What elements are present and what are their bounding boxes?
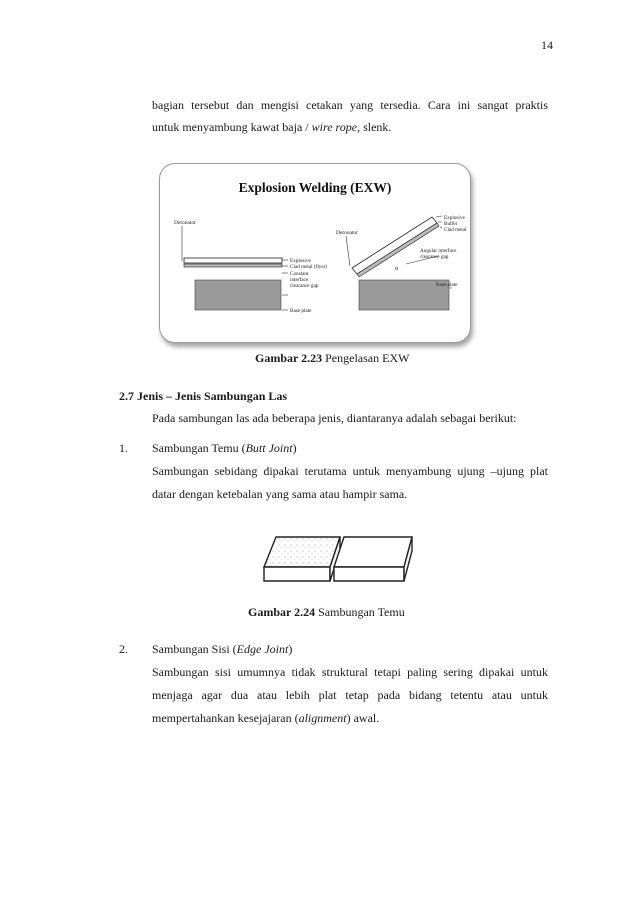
figure-caption: [248, 605, 405, 619]
text-span: mempertahankan kesejajaran (: [152, 711, 299, 725]
list-item-title: [152, 441, 297, 455]
parallel-setup: [174, 220, 327, 314]
base-plate: [195, 280, 281, 310]
left-plate-front: [264, 567, 330, 581]
list-number: 2.: [119, 642, 128, 656]
angle-symbol: α: [395, 266, 399, 272]
caption-number: Gambar 2.23: [255, 351, 323, 365]
section-heading: 2.7 Jenis – Jenis Sambungan Las: [119, 389, 288, 403]
text-span: , slenk.: [357, 120, 392, 134]
paragraph-line: datar dengan ketebalan yang sama atau hampir sama.: [152, 487, 408, 501]
text-span: ): [288, 642, 293, 656]
paragraph-line: Sambungan sebidang dipakai terutama untuk menyambung ujung –ujung plat: [152, 464, 548, 478]
diagram-title: Explosion Welding (EXW): [238, 180, 392, 195]
right-plate-top: [334, 537, 412, 567]
explosion-welding-diagram: [160, 164, 470, 342]
label-base-plate: Base plate: [436, 282, 458, 288]
explosive-layer: [184, 258, 282, 263]
italic-term: alignment: [298, 711, 347, 725]
label-detonator: Detonator: [336, 230, 358, 236]
label-clad-metal: Clad metal (flyer): [290, 264, 328, 270]
label-explosive: Explosive: [290, 258, 311, 264]
right-plate-front: [334, 567, 404, 581]
text-span: Sambungan Temu (: [152, 441, 246, 455]
text-span: untuk menyambung kawat baja /: [152, 120, 312, 134]
italic-term: Edge Joint: [236, 642, 289, 656]
paragraph-line: [152, 120, 391, 134]
caption-number: Gambar 2.24: [248, 605, 316, 619]
caption-text: Pengelasan EXW: [322, 351, 410, 365]
italic-term: Butt Joint: [245, 441, 293, 455]
label-detonator: Detonator: [174, 220, 196, 226]
butt-joint-diagram: [260, 531, 418, 589]
text-span: ): [292, 441, 297, 455]
label-angular-gap: clearance gap: [420, 254, 449, 260]
paragraph-line: bagian tersebut dan mengisi cetakan yang tersedia. Cara ini sangat praktis: [152, 98, 548, 112]
label-constant: clearance gap: [290, 283, 319, 289]
label-constant: interface: [290, 277, 309, 283]
text-span: Sambungan Sisi (: [152, 642, 237, 656]
leader-line: [436, 216, 442, 217]
section-intro: Pada sambungan las ada beberapa jenis, diantaranya adalah sebagai berikut:: [152, 411, 517, 425]
caption-text: Sambungan Temu: [315, 605, 405, 619]
leader-line: [440, 227, 442, 228]
paragraph-line: menjaga agar dua atau lebih plat tetap pada bidang tetentu atau untuk: [152, 688, 548, 702]
left-plate-top: [264, 537, 340, 567]
label-constant: Constant: [290, 271, 309, 277]
paragraph-line: Sambungan sisi umumnya tidak struktural tetapi paling sering dipakai untuk: [152, 665, 548, 679]
clad-metal-plate: [184, 264, 282, 267]
label-explosive: Explosive: [444, 215, 465, 221]
butt-joint-figure: [260, 531, 418, 589]
figure-caption: [255, 351, 409, 365]
label-base-plate: Base plate: [290, 308, 312, 314]
label-angular-gap: Angular interface: [420, 248, 457, 254]
leader-line: [346, 236, 350, 266]
list-number: 1.: [119, 441, 128, 455]
label-clad-metal: Clad metal: [444, 227, 467, 233]
list-item-title: [152, 642, 292, 656]
paragraph-line: [152, 711, 379, 725]
label-buffer: Buffer: [444, 221, 458, 227]
explosion-welding-figure: [159, 163, 471, 343]
angled-setup: [336, 215, 467, 310]
text-span: ) awal.: [346, 711, 380, 725]
page-number: 14: [541, 38, 553, 52]
italic-term: wire rope: [311, 120, 358, 134]
